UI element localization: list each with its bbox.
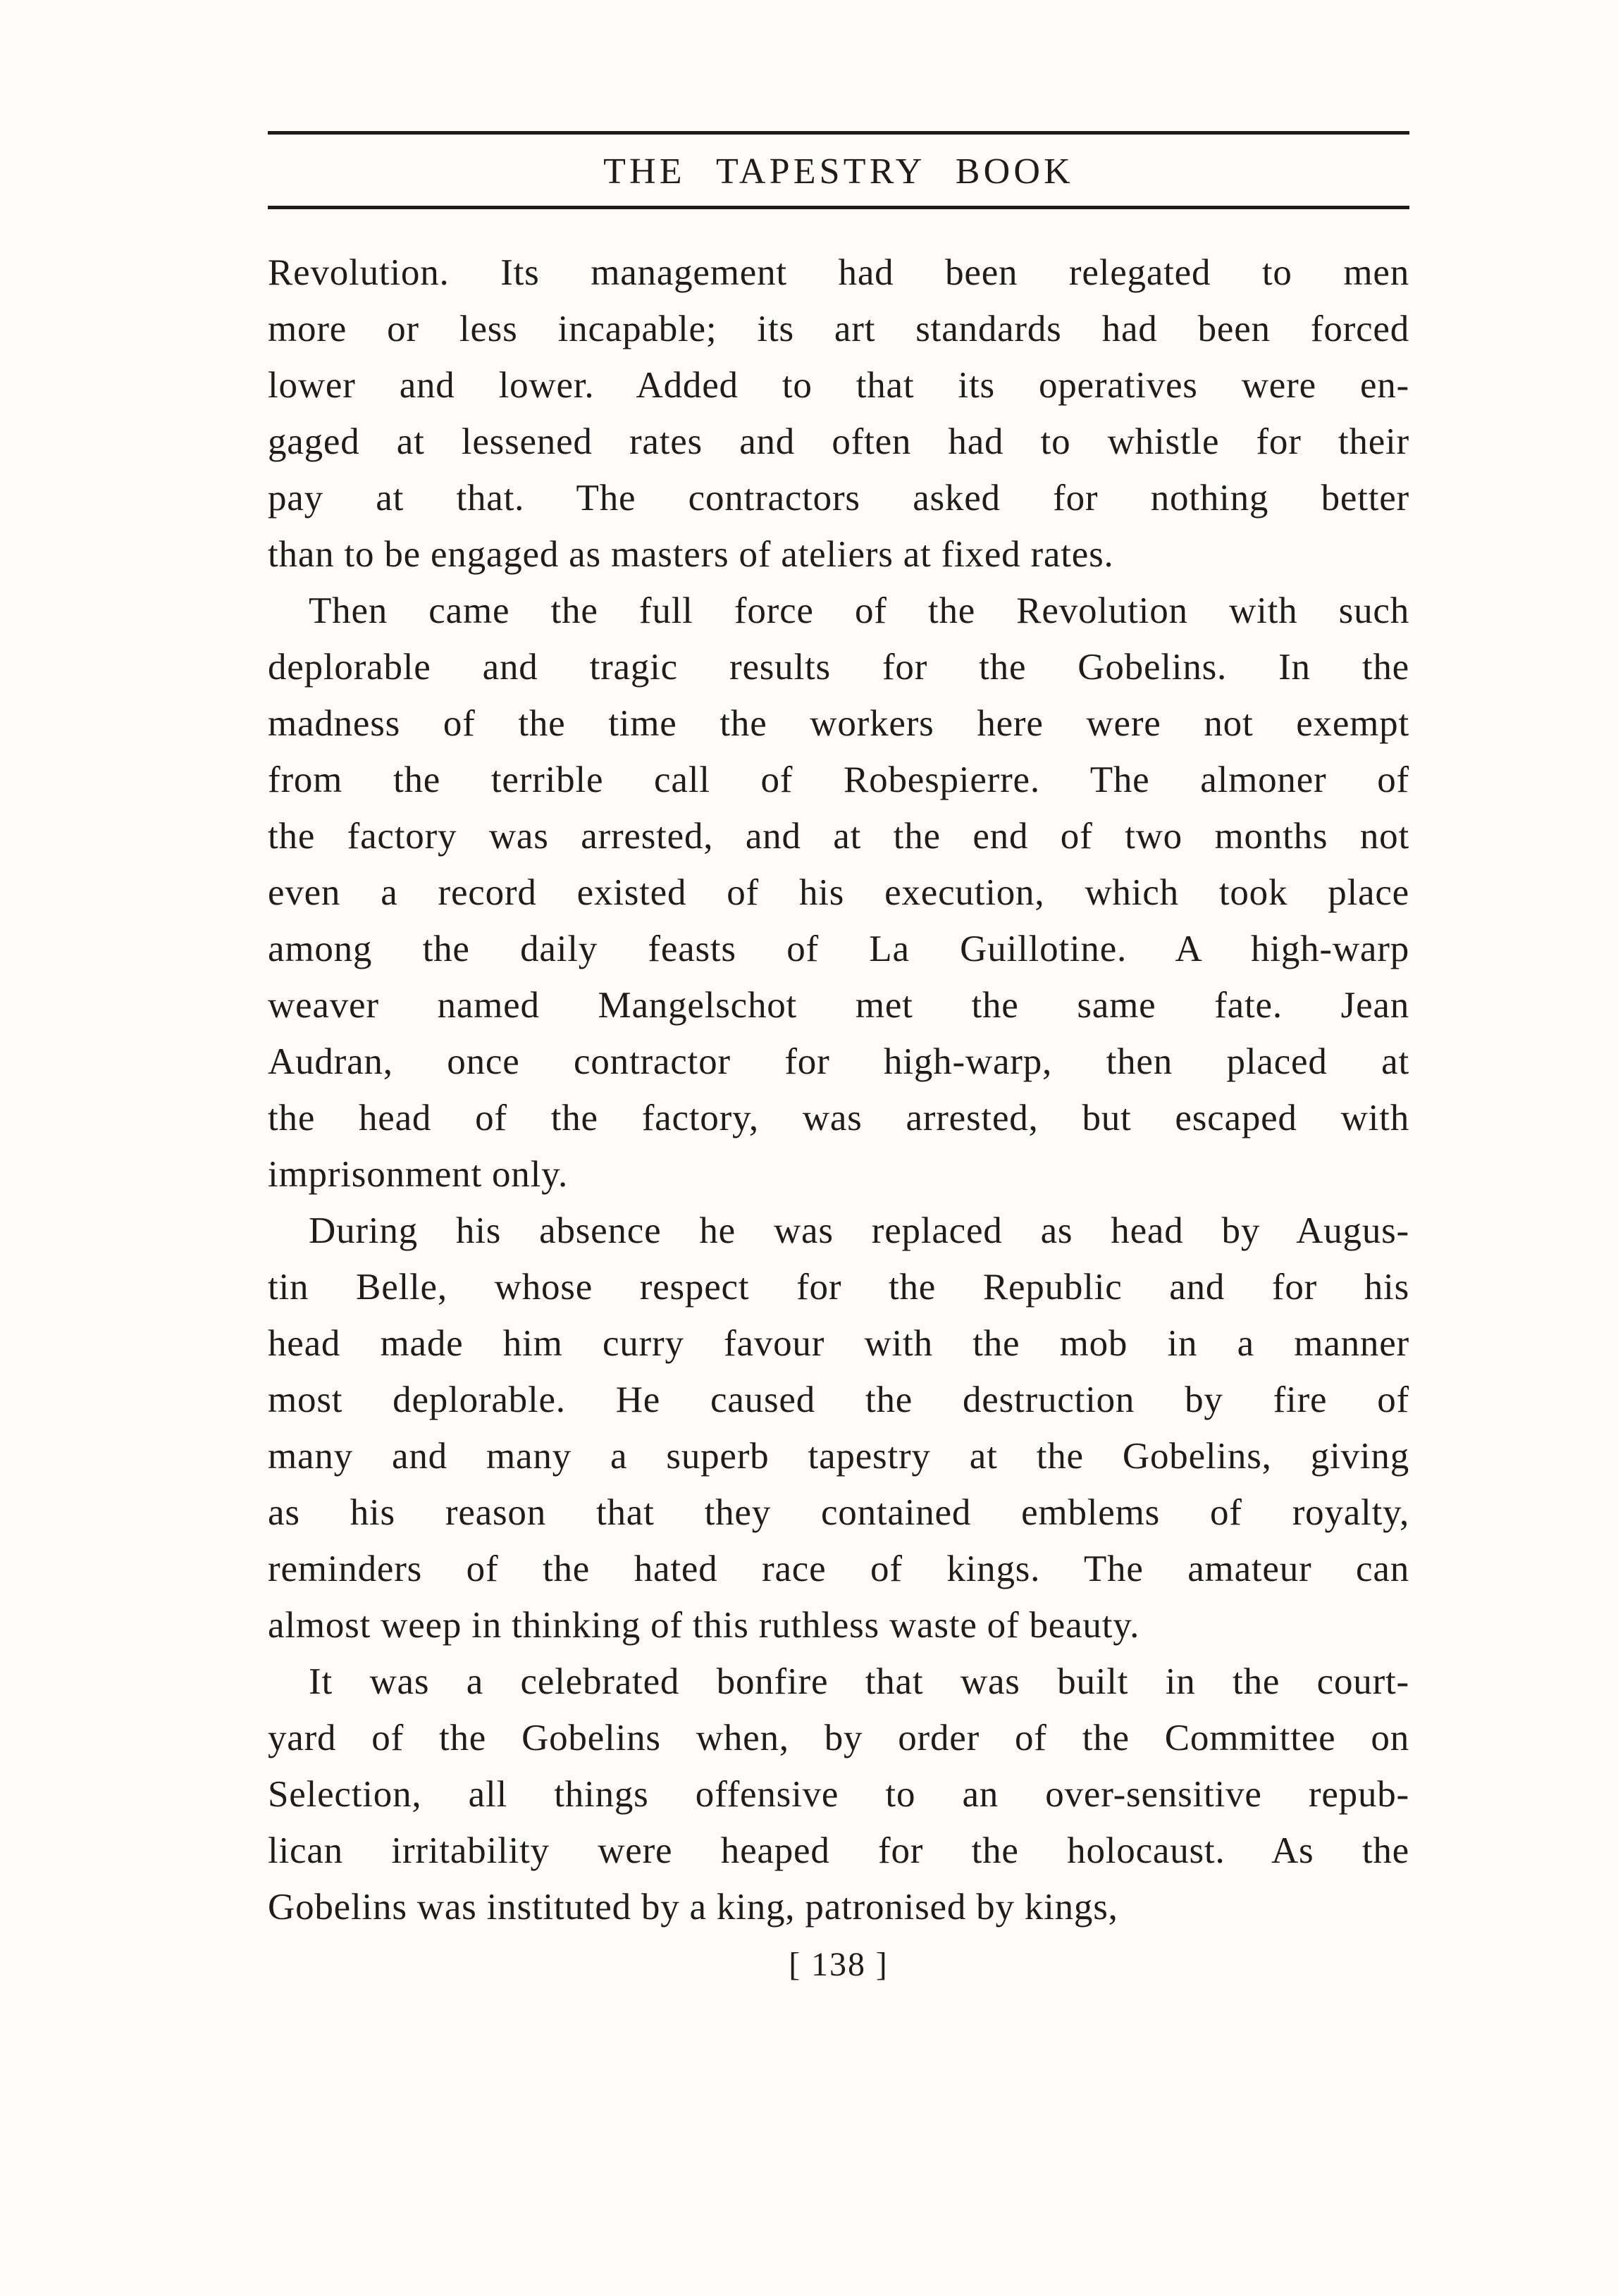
text-line: the factory was arrested, and at the end of two months not xyxy=(268,816,1409,857)
text-line: madness of the time the workers here were not exempt xyxy=(268,703,1409,745)
text-line: almost weep in thinking of this ruthless waste of beauty. xyxy=(268,1605,1140,1646)
text-line: Then came the full force of the Revolution with such xyxy=(309,590,1409,632)
text-line: Audran, once contractor for high-warp, then placed at xyxy=(268,1041,1409,1083)
paragraph xyxy=(268,1653,1409,1935)
text-line: than to be engaged as masters of ateliers at fixed rates. xyxy=(268,534,1114,576)
header-rule-bottom xyxy=(268,206,1409,209)
paragraph xyxy=(268,1203,1409,1653)
text-line: more or less incapable; its art standards had been forced xyxy=(268,309,1409,350)
text-line: lican irritability were heaped for the holocaust. As the xyxy=(268,1830,1409,1872)
text-line: among the daily feasts of La Guillotine. A high-warp xyxy=(268,929,1409,970)
text-line: pay at that. The contractors asked for nothing better xyxy=(268,478,1409,519)
page-footer xyxy=(268,1937,1409,1993)
text-line: yard of the Gobelins when, by order of the Committee on xyxy=(268,1718,1409,1759)
paragraph xyxy=(268,244,1409,583)
text-line: the head of the factory, was arrested, but escaped with xyxy=(268,1098,1409,1139)
text-line: most deplorable. He caused the destruction by fire of xyxy=(268,1379,1409,1421)
text-line: deplorable and tragic results for the Gobelins. In the xyxy=(268,647,1409,688)
text-line: head made him curry favour with the mob in a manner xyxy=(268,1323,1409,1365)
text-line: many and many a superb tapestry at the Gobelins, giving xyxy=(268,1436,1409,1477)
running-head-title: THE TAPESTRY BOOK xyxy=(603,151,1074,192)
page-number: [ 138 ] xyxy=(789,1946,889,1984)
text-line: reminders of the hated race of kings. The amateur can xyxy=(268,1549,1409,1590)
text-line: imprisonment only. xyxy=(268,1154,569,1196)
text-line: even a record existed of his execution, which took place xyxy=(268,872,1409,914)
page-header xyxy=(268,131,1409,209)
text-line: as his reason that they contained emblems of royalty, xyxy=(268,1492,1409,1534)
text-line: Revolution. Its management had been relegated to men xyxy=(268,252,1409,294)
text-line: Gobelins was instituted by a king, patronised by kings, xyxy=(268,1887,1118,1928)
text-line: lower and lower. Added to that its operatives were en- xyxy=(268,365,1409,407)
text-line: gaged at lessened rates and often had to whistle for their xyxy=(268,421,1409,463)
text-line: from the terrible call of Robespierre. The almoner of xyxy=(268,759,1409,801)
text-line: Selection, all things offensive to an over-sensitive repub- xyxy=(268,1774,1409,1816)
text-line: During his absence he was replaced as head by Augus- xyxy=(309,1210,1409,1252)
text-line: weaver named Mangelschot met the same fate. Jean xyxy=(268,985,1409,1026)
page-body xyxy=(268,244,1409,1935)
paragraph xyxy=(268,583,1409,1203)
text-line: tin Belle, whose respect for the Republic and for his xyxy=(268,1267,1409,1308)
text-line: It was a celebrated bonfire that was built in the court- xyxy=(309,1661,1409,1703)
